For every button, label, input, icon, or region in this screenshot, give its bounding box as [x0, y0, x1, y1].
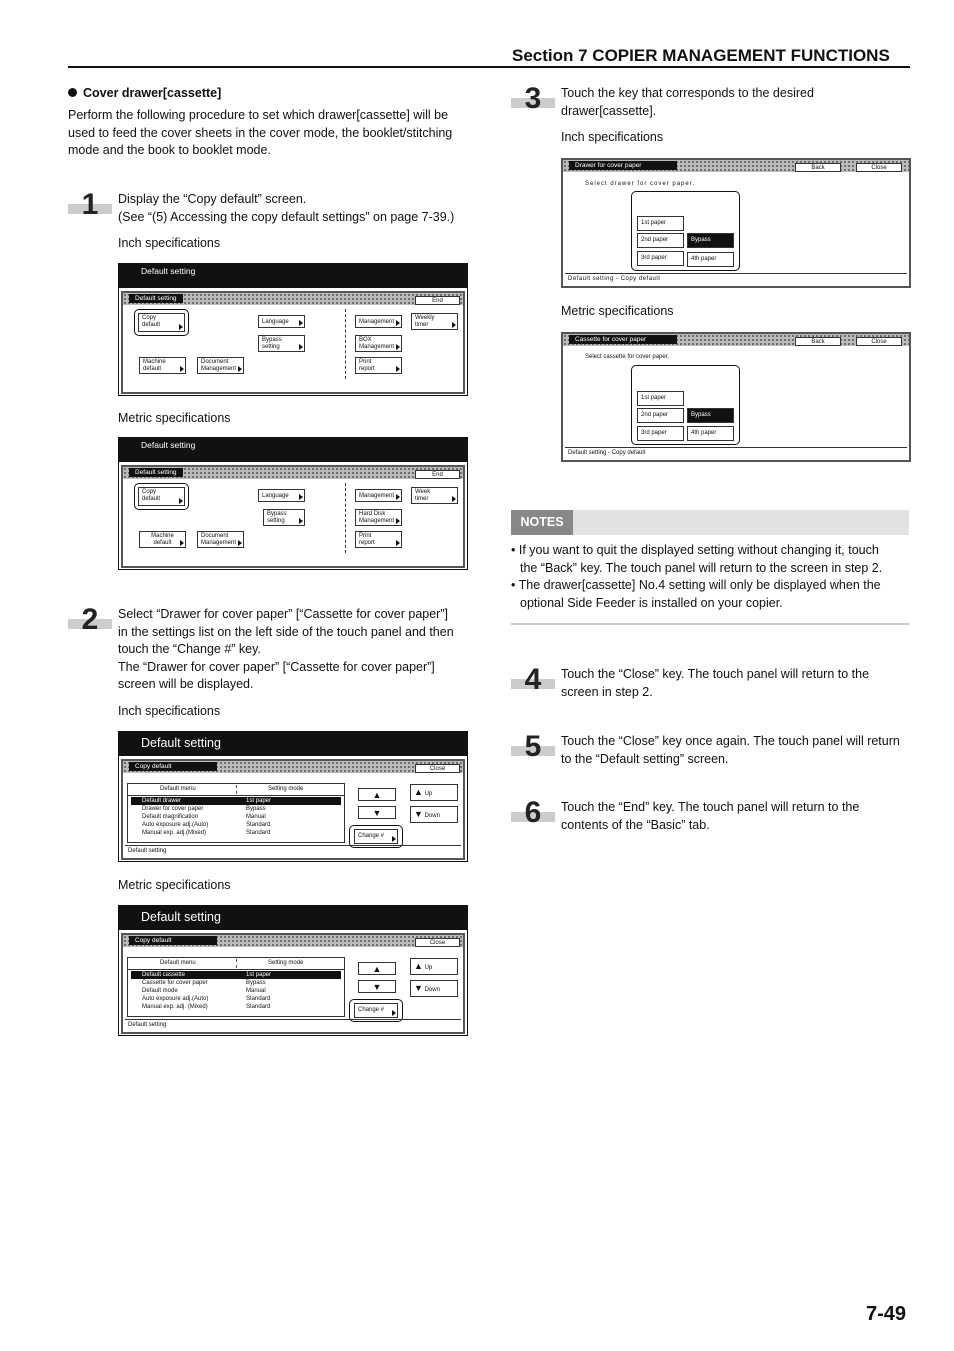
4th-paper-button[interactable]: 4th paper [687, 426, 734, 441]
scroll-down-arrow-button[interactable]: ▼ [358, 980, 396, 993]
step-line: contents of the “Basic” tab. [561, 817, 710, 832]
step-line: in the settings list on the left side of the touch panel and then [118, 624, 454, 639]
hard-disk-management-button[interactable]: Hard Disk Management [355, 509, 402, 526]
step-2-number: 2 [68, 607, 112, 637]
end-button[interactable]: End [415, 470, 460, 479]
tab-drawer-for-cover-paper: Drawer for cover paper [569, 161, 677, 170]
step-line: Touch the “Close” key. The touch panel will return to the [561, 667, 870, 681]
close-button[interactable]: Close [856, 337, 902, 346]
note-item: the “Back” key. The touch panel will return to the screen in step 2. [520, 560, 883, 575]
inch-spec-label: Inch specifications [561, 130, 664, 144]
column-header-menu: Default menu [160, 960, 196, 966]
down-button[interactable]: ▼ Down [410, 980, 458, 997]
intro-paragraph [68, 107, 452, 160]
4th-paper-button[interactable]: 4th paper [687, 252, 734, 267]
cover-drawer-heading [68, 86, 221, 100]
scroll-up-arrow-button[interactable]: ▲ [358, 788, 396, 801]
tab-bar [123, 467, 463, 479]
settings-list [127, 783, 345, 843]
tab-default-setting: Default setting [129, 468, 183, 477]
close-button[interactable]: Close [415, 764, 460, 773]
bypass-setting-button[interactable]: Bypass setting [258, 335, 305, 352]
list-item[interactable]: Auto exposure adj.(Auto) Standard [142, 822, 271, 828]
screen-footer: Default setting - Copy default [565, 273, 907, 284]
machine-default-button[interactable]: Machine default [139, 531, 186, 548]
step-6-number: 6 [511, 800, 555, 830]
step-6-text [561, 799, 859, 834]
metric-spec-label: Metric specifications [118, 411, 231, 425]
intro-line: used to feed the cover sheets in the cover mode, the booklet/stitching [68, 125, 453, 140]
tab-copy-default: Copy default [129, 936, 217, 945]
close-button[interactable]: Close [856, 163, 902, 172]
tab-bar [123, 293, 463, 305]
column-header-mode: Setting mode [268, 960, 304, 966]
weekly-timer-button[interactable]: Weekly timer [411, 313, 458, 330]
step-line: (See “(5) Accessing the copy default settings” on page 7-39.) [118, 209, 455, 224]
copy-default-screen-inch [118, 731, 468, 862]
back-button[interactable]: Back [795, 163, 841, 172]
default-setting-screen-metric [118, 437, 468, 570]
drawer-screen-inch [561, 158, 911, 288]
copy-default-screen-metric [118, 905, 468, 1036]
screen-panel [121, 465, 465, 568]
list-item[interactable]: Default magnification Manual [142, 814, 266, 820]
tab-default-setting: Default setting [129, 294, 183, 303]
3rd-paper-button[interactable]: 3rd paper [637, 426, 684, 441]
print-report-button[interactable]: Print report [355, 357, 402, 374]
end-button[interactable]: End [415, 296, 460, 305]
down-arrow-icon: ▼ [414, 809, 423, 819]
tab-cassette-for-cover-paper: Cassette for cover paper [569, 335, 677, 344]
notes-rule [511, 623, 909, 625]
metric-spec-label: Metric specifications [118, 878, 231, 892]
scroll-down-arrow-button[interactable]: ▼ [358, 806, 396, 819]
language-button[interactable]: Language [258, 489, 305, 502]
instruction-text: Select cassette for cover paper. [585, 354, 670, 360]
step-4-text [561, 666, 869, 701]
notes-list [511, 542, 911, 612]
document-management-button[interactable]: Document Management [197, 357, 244, 374]
intro-line: Perform the following procedure to set which drawer[cassette] will be [68, 108, 449, 122]
step-line: The “Drawer for cover paper” [“Cassette for cover paper”] [118, 659, 435, 674]
section-title: Section 7 COPIER MANAGEMENT FUNCTIONS [512, 46, 890, 65]
up-arrow-icon: ▲ [414, 787, 423, 797]
step-2-text [118, 606, 454, 694]
step-line: Display the “Copy default” screen. [118, 192, 307, 206]
step-5-number: 5 [511, 734, 555, 764]
inch-spec-label: Inch specifications [118, 704, 221, 718]
tab-copy-default: Copy default [129, 762, 217, 771]
management-button[interactable]: Management [355, 489, 402, 502]
step-line: to the “Default setting” screen. [561, 751, 729, 766]
note-item: optional Side Feeder is installed on your copier. [520, 595, 783, 610]
step-5-text [561, 733, 900, 768]
copy-default-button[interactable]: Copy default [138, 487, 185, 506]
step-line: touch the “Change #” key. [118, 642, 261, 656]
notes-tag: NOTES [511, 510, 573, 535]
default-setting-screen-inch [118, 263, 468, 396]
page-number: 7-49 [866, 1303, 907, 1325]
list-item[interactable]: Default mode Manual [142, 988, 266, 994]
screen-footer: Default setting [125, 845, 461, 856]
step-line: Touch the key that corresponds to the desired [561, 86, 814, 100]
section-rule [68, 66, 910, 68]
print-report-button[interactable]: Print report [355, 531, 402, 548]
step-line: screen will be displayed. [118, 677, 254, 691]
list-item[interactable]: Default cassette 1st paper [131, 971, 341, 979]
tab-bar [123, 761, 463, 773]
management-button[interactable]: Management [355, 315, 402, 328]
step-1-text [118, 191, 454, 226]
screen-panel [121, 759, 465, 860]
up-button[interactable]: ▲ Up [410, 784, 458, 801]
week-timer-button[interactable]: Week timer [411, 487, 458, 504]
list-item[interactable]: Default drawer 1st paper [131, 797, 341, 805]
language-button[interactable]: Language [258, 315, 305, 328]
change-number-button[interactable]: Change # [354, 829, 398, 844]
scroll-up-arrow-button[interactable]: ▲ [358, 962, 396, 975]
3rd-paper-button[interactable]: 3rd paper [637, 251, 684, 266]
screen-panel [121, 933, 465, 1034]
screen-panel [121, 291, 465, 394]
list-item[interactable]: Manual exp. adj.(Mixed) Standard [142, 830, 271, 836]
instruction-text: Select drawer for cover paper. [585, 181, 696, 187]
down-arrow-icon: ▼ [414, 983, 423, 993]
change-number-button[interactable]: Change # [354, 1003, 398, 1018]
divider [345, 483, 346, 553]
list-item[interactable]: Drawer for cover paper Bypass [142, 806, 266, 812]
step-line: drawer[cassette]. [561, 103, 657, 118]
step-line: Touch the “End” key. The touch panel will return to the [561, 800, 860, 814]
intro-line: mode and the book to booklet mode. [68, 143, 271, 157]
notes-header [511, 510, 909, 535]
2nd-paper-button[interactable]: 2nd paper [637, 233, 684, 248]
list-item[interactable]: Cassette for cover paper Bypass [142, 980, 266, 986]
up-button[interactable]: ▲ Up [410, 958, 458, 975]
metric-spec-label: Metric specifications [561, 304, 674, 318]
column-header-mode: Setting mode [268, 786, 304, 792]
bypass-button[interactable]: Bypass [687, 408, 734, 423]
note-item: • If you want to quit the displayed setting without changing it, touch [511, 543, 879, 557]
step-line: Touch the “Close” key once again. The touch panel will return [561, 734, 900, 748]
screen-footer: Default setting [125, 1019, 461, 1030]
2nd-paper-button[interactable]: 2nd paper [637, 408, 684, 423]
heading-text: Cover drawer[cassette] [83, 86, 222, 100]
screen-title: Default setting [119, 732, 467, 756]
machine-default-button[interactable]: Machine default [139, 357, 186, 374]
document-management-button[interactable]: Document Management [197, 531, 244, 548]
tab-bar [123, 935, 463, 947]
1st-paper-button[interactable]: 1st paper [637, 216, 684, 231]
screen-footer: Default setting - Copy default [565, 447, 907, 458]
step-1-number: 1 [68, 192, 112, 222]
down-button[interactable]: ▼ Down [410, 806, 458, 823]
step-line: Select “Drawer for cover paper” [“Cassette for cover paper”] [118, 607, 448, 621]
cassette-screen-metric [561, 332, 911, 462]
copy-default-button[interactable]: Copy default [138, 313, 185, 332]
screen-title: Default setting [119, 906, 467, 930]
divider [345, 309, 346, 379]
bullet-icon [68, 88, 77, 97]
back-button[interactable]: Back [795, 337, 841, 346]
box-management-button[interactable]: BOX Management [355, 335, 402, 352]
bypass-button[interactable]: Bypass [687, 233, 734, 248]
column-header-menu: Default menu [160, 786, 196, 792]
screen-title: Default setting [119, 438, 467, 462]
bypass-setting-button[interactable]: Bypass setting [263, 509, 305, 526]
note-item: • The drawer[cassette] No.4 setting will only be displayed when the [511, 578, 881, 592]
up-arrow-icon: ▲ [414, 961, 423, 971]
list-item[interactable]: Manual exp. adj. (Mixed) Standard [142, 1004, 271, 1010]
step-3-number: 3 [511, 86, 555, 116]
1st-paper-button[interactable]: 1st paper [637, 391, 684, 406]
inch-spec-label: Inch specifications [118, 236, 221, 250]
list-item[interactable]: Auto exposure adj.(Auto) Standard [142, 996, 271, 1002]
step-3-text [561, 85, 814, 120]
screen-title: Default setting [119, 264, 467, 288]
settings-list [127, 957, 345, 1017]
step-line: screen in step 2. [561, 684, 653, 699]
close-button[interactable]: Close [415, 938, 460, 947]
step-4-number: 4 [511, 667, 555, 697]
